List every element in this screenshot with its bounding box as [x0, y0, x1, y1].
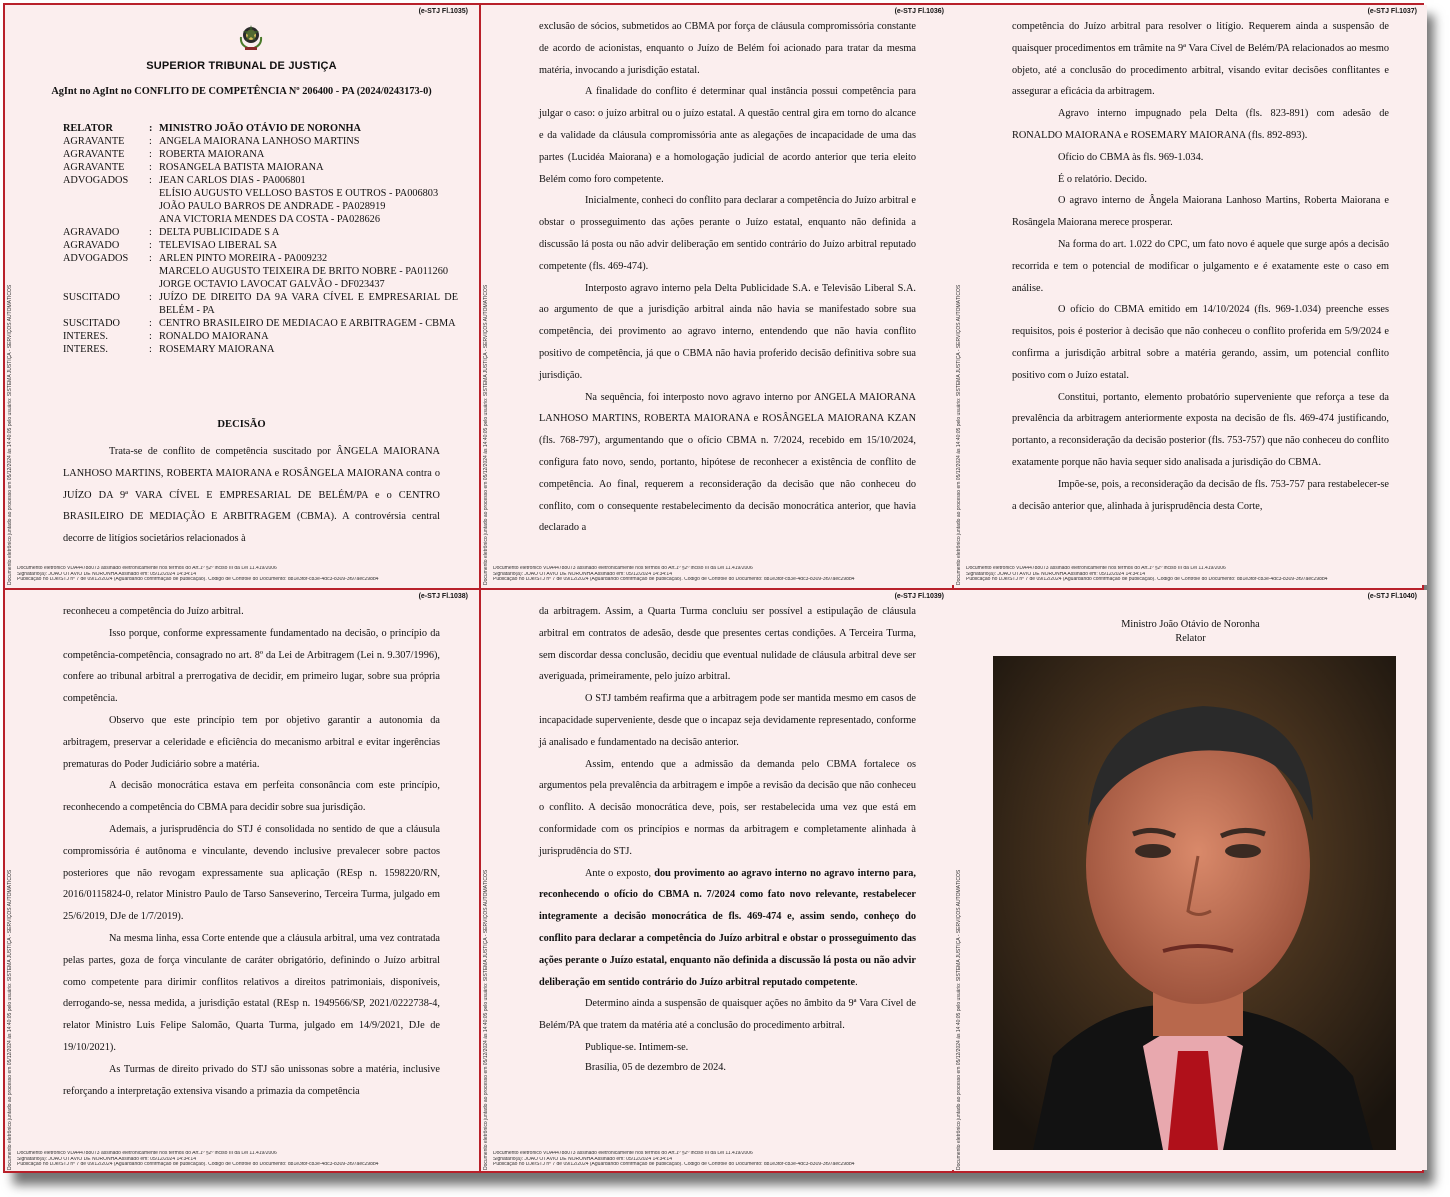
party-name: ANGELA MAIORANA LANHOSO MARTINS: [159, 136, 360, 147]
party-row: [63, 252, 458, 265]
page-folio: (e-STJ Fl.1035): [418, 8, 468, 15]
paragraph: competência do Juízo arbitral para resolver o litígio. Requerem ainda a suspensão de quaisquer procedimentos em trâmite na 9ª Vara Cível de Belém/PA relacionados ao mesmo objeto, até a conclusão do procedimento arbitral, visando evitar decisões conflitantes e assegurar a eficácia da arbitragem.: [1012, 21, 1389, 98]
page-folio: (e-STJ Fl.1040): [1367, 593, 1417, 600]
paragraph: Ofício do CBMA às fls. 969-1.034.: [1058, 151, 1204, 163]
page-body: [539, 16, 916, 539]
party-row: [63, 135, 458, 148]
party-name: MARCELO AUGUSTO TEIXEIRA DE BRITO NOBRE - PA011260: [159, 266, 449, 277]
signature-footer: [966, 566, 1406, 583]
paragraph: Publique-se. Intimem-se.: [585, 1041, 689, 1053]
brazil-coat-of-arms-icon: [238, 23, 264, 51]
party-colon: :: [149, 149, 152, 160]
party-colon: :: [149, 175, 152, 186]
signature-footer: [17, 1151, 457, 1168]
party-row: [63, 265, 458, 278]
document-page: [954, 5, 1427, 585]
footer-line: Documento eletrônico VDA44788073 assinado eletronicamente nos termos do Art.1º §2º inciso III da Lei 11.419/2006: [493, 566, 753, 572]
sidebar-stamp: Documento eletrônico juntado ao processo em 05/12/2024 às 14:40:05 pelo usuário: SISTEMA JUSTIÇA - SERVIÇOS AUTOMÁTICOS: [483, 284, 489, 585]
page-folio: (e-STJ Fl.1039): [894, 593, 944, 600]
party-colon: [149, 278, 159, 291]
paragraph: A finalidade do conflito é determinar qual instância possui competência para julgar o caso: o juízo arbitral ou o juízo estatal. A questão central gira em torno do alcance e da validade da cláusula compromissória ante as alegações de incapacidade de uma das partes (Lucidéa Maiorana) e a homologação judicial de acordo anterior que teria eleito Belém como foro competente.: [539, 86, 916, 185]
paragraph: Observo que este princípio tem por objetivo garantir a autonomia da arbitragem, preservar a celeridade e eficiência do mecanismo arbitral e evitar ingerências prematuras do Poder Judiciário sobre a matéria.: [63, 714, 440, 770]
paragraph: O agravo interno de Ângela Maiorana Lanhoso Martins, Roberta Maiorana e Rosângela Maiorana merece prosperar.: [1012, 195, 1389, 229]
party-role: [63, 213, 149, 226]
sidebar-stamp: Documento eletrônico juntado ao processo em 05/12/2024 às 14:40:05 pelo usuário: SISTEMA JUSTIÇA - SERVIÇOS AUTOMÁTICOS: [956, 284, 962, 585]
paragraph: da arbitragem. Assim, a Quarta Turma concluiu ser possível a estipulação de cláusula arbitral em contratos de adesão, desde que presentes certas condições. A Terceira Turma, sem discordar dessa conclusão, decidiu que eventual nulidade de cláusula arbitral deve ser averiguada, primeiramente, pelo juízo arbitral.: [539, 606, 916, 683]
party-role: AGRAVANTE: [63, 149, 125, 160]
party-name: CENTRO BRASILEIRO DE MEDIACAO E ARBITRAGEM - CBMA: [159, 318, 456, 329]
footer-line: Publicação no DJe/STJ nº 7 de 09/12/2024 (Aguardando confirmação de publicação). Código de Controle do Documento: d81e3f8f-c83e-4dc3-8309-3f97aec298b4: [493, 577, 855, 583]
paragraph: Interposto agravo interno pela Delta Publicidade S.A. e Televisão Liberal S.A. ao argumento de que a jurisdição arbitral ainda não havia se manifestado sobre sua competência, dei provimento ao agravo interno, entendendo que não havia conflito positivo de competência, já que o CBMA não havia proferido decisão definitiva sobre sua jurisdição.: [539, 282, 916, 381]
paragraph: É o relatório. Decido.: [1058, 173, 1147, 185]
party-row: [63, 278, 458, 291]
signature-line: Ministro João Otávio de Noronha: [1121, 619, 1260, 630]
sidebar-stamp: Documento eletrônico juntado ao processo em 05/12/2024 às 14:40:05 pelo usuário: SISTEMA JUSTIÇA - SERVIÇOS AUTOMÁTICOS: [956, 869, 962, 1170]
signature-footer: [493, 566, 933, 583]
party-role: AGRAVANTE: [63, 162, 125, 173]
party-role: [63, 187, 149, 200]
paragraph: Brasília, 05 de dezembro de 2024.: [585, 1061, 726, 1073]
party-role: AGRAVADO: [63, 227, 120, 238]
party-name: MINISTRO JOÃO OTÁVIO DE NORONHA: [159, 123, 361, 134]
paragraph-text: Ante o exposto,: [585, 867, 655, 879]
paragraph: Trata-se de conflito de competência suscitado por ÂNGELA MAIORANA LANHOSO MARTINS, ROBERTA MAIORANA e ROSÂNGELA MAIORANA contra o JUÍZO DA 9ª VARA CÍVEL E EMPRESARIAL DE BELÉM/PA e o CENTRO BRASILEIRO DE MEDIAÇÃO E ARBITRAGEM (CBMA). A controvérsia central decorre de litígios societários relacionados à: [63, 446, 440, 545]
party-name: JORGE OCTAVIO LAVOCAT GALVÃO - DF023437: [159, 279, 385, 290]
paragraph: A decisão monocrática estava em perfeita consonância com este princípio, reconhecendo a competência do CBMA para decidir sobre sua jurisdição.: [63, 780, 440, 814]
party-role: INTERES.: [63, 344, 108, 355]
party-name: JEAN CARLOS DIAS - PA006801: [159, 175, 306, 186]
portrait-photo: [993, 656, 1396, 1150]
footer-line: Documento eletrônico VDA44788073 assinado eletronicamente nos termos do Art.1º §2º inciso III da Lei 11.419/2006: [17, 1151, 277, 1157]
party-row: [63, 226, 458, 239]
paragraph: Ademais, a jurisprudência do STJ é consolidada no sentido de que a cláusula compromissória é autônoma e vinculante, devendo inclusive prevalecer sobre pactos posteriores que não revogam expressamente sua aplicação (REsp n. 1598220/RN, 2016/0115824-0, relator Ministro Paulo de Tarso Sanseverino, Terceira Turma, julgado em 25/6/2019, DJe de 1/7/2019).: [63, 823, 440, 923]
party-row: [63, 291, 458, 317]
page-folio: (e-STJ Fl.1038): [418, 593, 468, 600]
party-role: [63, 265, 149, 278]
case-number: AgInt no AgInt no CONFLITO DE COMPETÊNCIA Nº 206400 - PA (2024/0243173-0): [51, 86, 432, 97]
party-row: [63, 174, 458, 187]
paragraph: Determino ainda a suspensão de quaisquer ações no âmbito da 9ª Vara Cível de Belém/PA que tratem da matéria até a conclusão do procedimento arbitral.: [539, 998, 916, 1032]
party-role: [63, 200, 149, 213]
paragraph: Assim, entendo que a admissão da demanda pelo CBMA fortalece os argumentos pela prevalência da arbitragem e impõe a revisão da decisão que não conheceu o conflito. A decisão monocrática deve, pois, ser restabelecida uma vez que está em conformidade com os princípios e normas da arbitragem e completamente alinhada à jurisprudência do STJ.: [539, 758, 916, 857]
sidebar-stamp: Documento eletrônico juntado ao processo em 05/12/2024 às 14:40:05 pelo usuário: SISTEMA JUSTIÇA - SERVIÇOS AUTOMÁTICOS: [7, 284, 13, 585]
document-page: [5, 5, 478, 585]
party-role: SUSCITADO: [63, 318, 120, 329]
party-role: AGRAVANTE: [63, 136, 125, 147]
paragraph: Constitui, portanto, elemento probatório superveniente que reforça a tese da prevalência da arbitragem anteriormente exposta na decisão de fls. 469-474 justificando, portanto, a reconsideração da decisão posterior (fls. 753-757) que não conheceu do conflito exatamente porque não havia sequer sido analisada a jurisdição do CBMA.: [1012, 391, 1389, 468]
paragraph: Impõe-se, pois, a reconsideração da decisão de fls. 753-757 para restabelecer-se a decisão anterior que, alinhada à jurisprudência desta Corte,: [1012, 478, 1389, 512]
party-name: ELÍSIO AUGUSTO VELLOSO BASTOS E OUTROS - PA006803: [159, 188, 439, 199]
party-row: [63, 148, 458, 161]
party-role: [63, 278, 149, 291]
page-body: [1012, 16, 1389, 517]
party-colon: :: [149, 344, 152, 355]
page-body: [63, 601, 440, 1102]
party-row: [63, 317, 458, 330]
party-name: RONALDO MAIORANA: [159, 331, 269, 342]
party-row: [63, 213, 458, 226]
document-page: [481, 5, 954, 585]
footer-line: Publicação no DJe/STJ nº 7 de 09/12/2024 (Aguardando confirmação de publicação). Código de Controle do Documento: d81e3f8f-c83e-4dc3-8309-3f97aec298b4: [493, 1162, 855, 1168]
sidebar-stamp: Documento eletrônico juntado ao processo em 05/12/2024 às 14:40:05 pelo usuário: SISTEMA JUSTIÇA - SERVIÇOS AUTOMÁTICOS: [7, 869, 13, 1170]
footer-line: Signatário(a): JOÃO OTÁVIO DE NORONHA Assinado em: 05/12/2024 14:34:14: [17, 571, 196, 577]
paragraph: Isso porque, conforme expressamente fundamentado na decisão, o princípio da competência-competência, consagrado no art. 8º da Lei de Arbitragem (Lei n. 9.307/1996), confere ao tribunal arbitral a prerrogativa de decidir, em primeiro lugar, sobre sua própria competência.: [63, 627, 440, 705]
party-row: [63, 343, 458, 356]
paragraph-text: .: [855, 976, 858, 988]
party-row: [63, 187, 458, 200]
paragraph: Na sequência, foi interposto novo agravo interno por ANGELA MAIORANA LANHOSO MARTINS, ROBERTA MAIORANA e ROSÂNGELA MAIORANA KZAN (fls. 768-797), argumentando que o ofício CBMA n. 7/2024, recebido em 15/10/2024, configura fato novo, sendo, portanto, hipótese de reconhecer a existência de conflito de competência. Ao final, requerem a reconsideração da decisão que não conheceu do conflito, com o consequente restabelecimento da decisão monocrática anterior, que havia declarado a: [539, 391, 916, 534]
party-row: [63, 161, 458, 174]
party-role: ADVOGADOS: [63, 253, 129, 264]
footer-line: Documento eletrônico VDA44788073 assinado eletronicamente nos termos do Art.1º §2º inciso III da Lei 11.419/2006: [966, 566, 1226, 572]
footer-line: Publicação no DJe/STJ nº 7 de 09/12/2024 (Aguardando confirmação de publicação). Código de Controle do Documento: d81e3f8f-c83e-4dc3-8309-3f97aec298b4: [17, 1162, 379, 1168]
section-heading: DECISÃO: [217, 419, 266, 430]
party-role: SUSCITADO: [63, 292, 120, 303]
sidebar-stamp: Documento eletrônico juntado ao processo em 05/12/2024 às 14:40:05 pelo usuário: SISTEMA JUSTIÇA - SERVIÇOS AUTOMÁTICOS: [483, 869, 489, 1170]
page-body: [63, 441, 440, 550]
paragraph: O STJ também reafirma que a arbitragem pode ser mantida mesmo em casos de incapacidade superveniente, desde que o incapaz seja devidamente representado, conforme já analisado e fundamentado na decisão anterior.: [539, 693, 916, 748]
party-name: ROBERTA MAIORANA: [159, 149, 265, 160]
signature-footer: [493, 1151, 933, 1168]
party-role: AGRAVADO: [63, 240, 120, 251]
party-colon: :: [149, 123, 153, 134]
paragraph: Agravo interno impugnado pela Delta (fls. 823-891) com adesão de RONALDO MAIORANA e ROSEMARY MAIORANA (fls. 892-893).: [1012, 108, 1389, 141]
party-colon: [149, 265, 159, 278]
party-colon: [149, 187, 159, 200]
party-colon: :: [149, 318, 152, 329]
document-grid: [3, 3, 1424, 1173]
party-colon: :: [149, 162, 152, 173]
footer-line: Documento eletrônico VDA44788073 assinado eletronicamente nos termos do Art.1º §2º inciso III da Lei 11.419/2006: [17, 566, 277, 572]
page-folio: (e-STJ Fl.1037): [1367, 8, 1417, 15]
party-name: ROSEMARY MAIORANA: [159, 344, 275, 355]
footer-line: Documento eletrônico VDA44788073 assinado eletronicamente nos termos do Art.1º §2º inciso III da Lei 11.419/2006: [493, 1151, 753, 1157]
party-colon: :: [149, 292, 152, 303]
party-role: INTERES.: [63, 331, 108, 342]
court-title: SUPERIOR TRIBUNAL DE JUSTIÇA: [146, 60, 337, 72]
parties-table: [63, 122, 458, 356]
party-name: ARLEN PINTO MOREIRA - PA009232: [159, 253, 328, 264]
party-row: [63, 122, 458, 135]
document-page: [5, 590, 478, 1170]
party-name: TELEVISAO LIBERAL SA: [159, 240, 278, 251]
party-colon: :: [149, 253, 152, 264]
party-name: DELTA PUBLICIDADE S A: [159, 227, 280, 238]
paragraph: Na mesma linha, essa Corte entende que a cláusula arbitral, uma vez contratada pelas partes, goza de força vinculante de caráter obrigatório, definindo o Juízo arbitral como competente para dirimir conflitos relativos a direitos patrimoniais, disponíveis, derrogando-se, nessa medida, a jurisdição estatal (REsp n. 1949566/SP, 2021/0222738-4, relator Ministro Luis Felipe Salomão, Quarta Turma, julgado em 14/9/2021, DJe de 19/10/2021).: [63, 932, 440, 1053]
party-colon: [149, 213, 159, 226]
paragraph: O ofício do CBMA emitido em 14/10/2024 (fls. 969-1.034) preenche esses requisitos, pois é posterior à decisão que não conheceu o conflito proferida em 5/9/2024 e confirma a jurisdição arbitral sobre a matéria gerando, assim, um potencial conflito positivo com o Juízo estatal.: [1012, 304, 1389, 381]
footer-line: Publicação no DJe/STJ nº 7 de 09/12/2024 (Aguardando confirmação de publicação). Código de Controle do Documento: d81e3f8f-c83e-4dc3-8309-3f97aec298b4: [966, 577, 1328, 583]
page-folio: (e-STJ Fl.1036): [894, 8, 944, 15]
party-colon: :: [149, 227, 152, 238]
footer-line: Signatário(a): JOÃO OTÁVIO DE NORONHA Assinado em: 05/12/2024 14:34:14: [493, 1156, 672, 1162]
party-row: [63, 200, 458, 213]
party-colon: :: [149, 136, 152, 147]
paragraph: Na forma do art. 1.022 do CPC, um fato novo é aquele que surge após a decisão recorrida e tem o potencial de modificar o julgamento e é exatamente este o caso em análise.: [1012, 238, 1389, 294]
party-row: [63, 330, 458, 343]
signature-block: [954, 618, 1427, 646]
paragraph-bold-text: dou provimento ao agravo interno no agravo interno para, reconhecendo o ofício do CBMA n. 7/2024 como fato novo relevante, restabelecer integramente a decisão monocrática de fls. 469-474 e, assim sendo, conheço do conflito para declarar a competência do Juízo arbitral e obstar o prosseguimento das ações perante o Juízo estatal, enquanto não definida a discussão lá posta ou não advir deliberação em sentido contrário do Juízo arbitral reputado competente: [539, 867, 916, 988]
paragraph: [539, 863, 916, 994]
paragraph: Inicialmente, conheci do conflito para declarar a competência do Juízo arbitral e obstar o prosseguimento das ações perante o Juízo estatal, enquanto não definida a discussão lá posta ou não advir deliberação em sentido contrário do Juízo arbitral reputado competente (fls. 469-474).: [539, 195, 916, 272]
document-page: [954, 590, 1427, 1170]
paragraph: exclusão de sócios, submetidos ao CBMA por força de cláusula compromissória constante de acordo de acionistas, enquanto o Juízo de Belém foi acionado para tratar da mesma matéria, invocando a jurisdição estatal.: [539, 21, 916, 76]
party-role: RELATOR: [63, 123, 113, 134]
party-name: ANA VICTORIA MENDES DA COSTA - PA028626: [159, 214, 380, 225]
page-body: [539, 601, 916, 1076]
party-name: JOÃO PAULO BARROS DE ANDRADE - PA028919: [159, 201, 386, 212]
paragraph: reconheceu a competência do Juízo arbitral.: [63, 606, 244, 617]
footer-line: Signatário(a): JOÃO OTÁVIO DE NORONHA Assinado em: 05/12/2024 14:34:14: [17, 1156, 196, 1162]
footer-line: Signatário(a): JOÃO OTÁVIO DE NORONHA Assinado em: 05/12/2024 14:34:14: [493, 571, 672, 577]
party-row: [63, 239, 458, 252]
paragraph: As Turmas de direito privado do STJ são unissonas sobre a matéria, inclusive reforçando a interpretação extensiva visando a primazia da competência: [63, 1063, 440, 1097]
party-colon: [149, 200, 159, 213]
party-colon: :: [149, 240, 152, 251]
party-colon: :: [149, 331, 152, 342]
signature-line: Relator: [1175, 633, 1206, 644]
footer-line: Signatário(a): JOÃO OTÁVIO DE NORONHA Assinado em: 05/12/2024 14:34:14: [966, 571, 1145, 577]
document-page: [481, 590, 954, 1170]
footer-line: Publicação no DJe/STJ nº 7 de 09/12/2024 (Aguardando confirmação de publicação). Código de Controle do Documento: d81e3f8f-c83e-4dc3-8309-3f97aec298b4: [17, 577, 379, 583]
signature-footer: [17, 566, 457, 583]
party-name: ROSANGELA BATISTA MAIORANA: [159, 162, 324, 173]
party-role: ADVOGADOS: [63, 175, 129, 186]
party-name: JUÍZO DE DIREITO DA 9A VARA CÍVEL E EMPRESARIAL DE BELÉM - PA: [159, 292, 458, 316]
